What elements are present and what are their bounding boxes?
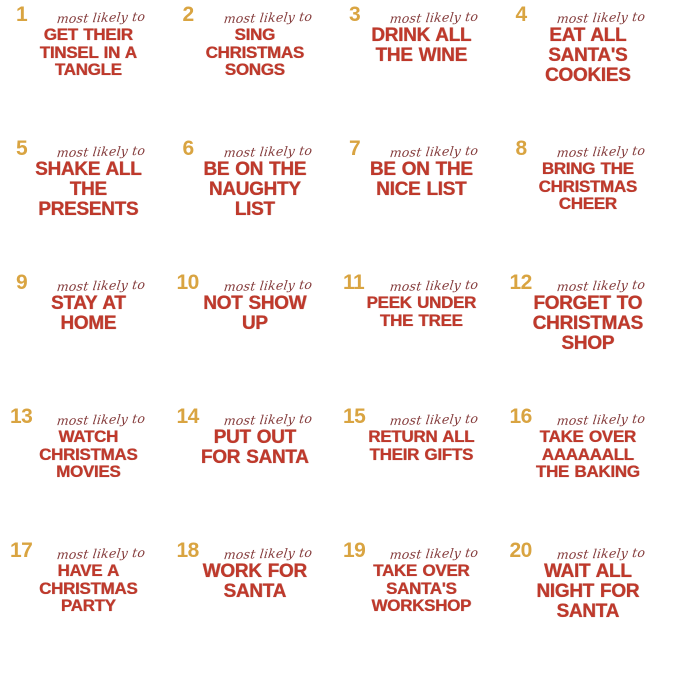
phrase-line: THE TREE (379, 310, 463, 330)
phrase-line: CHRISTMAS (39, 444, 138, 464)
phrase-line: LIST (234, 198, 275, 220)
phrase-line: PEEK UNDER (366, 293, 476, 312)
phrase-line: MOVIES (56, 462, 121, 482)
phrase-line: FORGET TO (533, 293, 643, 314)
phrase-text (531, 294, 645, 353)
phrase-card (173, 272, 338, 406)
phrase-line: UP (241, 312, 268, 334)
phrase-line: BRING THE (541, 159, 634, 178)
phrase-card (6, 540, 171, 674)
phrase-number: 19 (343, 539, 366, 562)
phrase-number: 10 (176, 271, 199, 294)
phrase-line: WATCH (58, 427, 119, 446)
phrase-line: THE BAKING (535, 462, 640, 482)
phrase-card (173, 406, 338, 540)
phrase-card (6, 272, 171, 406)
phrase-line: THE (69, 178, 107, 200)
script-label: most likely to (222, 8, 313, 27)
phrase-line: FOR SANTA (200, 446, 309, 468)
phrase-card (6, 406, 171, 540)
script-label: most likely to (389, 8, 480, 27)
phrase-text (369, 26, 473, 66)
phrase-text (543, 26, 633, 85)
script-label: most likely to (222, 142, 313, 161)
phrase-text (534, 428, 642, 481)
phrase-number: 12 (509, 271, 532, 294)
phrase-card (339, 4, 504, 138)
phrase-line: PRESENTS (38, 198, 139, 220)
phrase-text (201, 294, 308, 334)
phrase-number: 13 (10, 405, 33, 428)
phrase-line: WORK FOR (202, 561, 307, 582)
phrase-text (38, 26, 139, 79)
phrase-text (369, 562, 473, 615)
script-label: most likely to (222, 544, 313, 563)
phrase-card (339, 272, 504, 406)
phrase-line: DRINK ALL (371, 25, 472, 46)
phrase-card (506, 138, 671, 272)
phrase-line: WORKSHOP (371, 596, 472, 616)
phrase-line: TINSEL IN A (39, 42, 137, 62)
phrase-number: 9 (16, 271, 28, 294)
phrase-card (339, 138, 504, 272)
phrase-text (199, 428, 311, 468)
phrase-line: SANTA (223, 580, 287, 602)
script-label: most likely to (56, 276, 147, 295)
phrase-number: 1 (16, 3, 28, 26)
phrase-text (534, 562, 641, 621)
phrase-line: AAAAAALL (541, 444, 634, 464)
script-label: most likely to (56, 410, 147, 429)
phrase-text (201, 160, 308, 219)
phrase-line: HOME (60, 312, 117, 334)
phrase-text (37, 428, 139, 481)
phrase-line: NIGHT FOR (536, 580, 640, 602)
phrase-number: 2 (182, 3, 194, 26)
phrase-number: 16 (509, 405, 532, 428)
phrase-line: NICE LIST (376, 178, 467, 200)
phrase-text (49, 294, 128, 334)
phrase-line: PUT OUT (213, 427, 296, 448)
script-label: most likely to (222, 276, 313, 295)
script-label: most likely to (389, 544, 480, 563)
phrase-card (339, 406, 504, 540)
phrase-text (368, 160, 475, 200)
phrase-line: NOT SHOW (203, 293, 307, 314)
phrase-number: 6 (182, 137, 194, 160)
phrase-number: 14 (176, 405, 199, 428)
phrase-line: WAIT ALL (543, 561, 632, 582)
phrase-card (506, 4, 671, 138)
phrase-line: NAUGHTY (208, 178, 301, 200)
phrase-line: TAKE OVER (539, 427, 636, 446)
phrase-text (537, 160, 639, 213)
phrase-number: 20 (509, 539, 532, 562)
phrase-text (204, 26, 306, 79)
script-label: most likely to (555, 544, 646, 563)
phrase-line: COOKIES (544, 64, 631, 86)
script-label: most likely to (389, 142, 480, 161)
phrase-line: HAVE A (57, 561, 120, 580)
script-label: most likely to (555, 8, 646, 27)
phrase-card (506, 406, 671, 540)
phrase-text (201, 562, 309, 602)
phrase-line: THEIR GIFTS (369, 444, 473, 464)
script-label: most likely to (56, 544, 147, 563)
phrase-card (173, 540, 338, 674)
phrase-line: TANGLE (54, 60, 122, 80)
phrase-number: 18 (176, 539, 199, 562)
phrase-number: 7 (349, 137, 361, 160)
phrase-card (506, 272, 671, 406)
phrase-line: GET THEIR (43, 25, 133, 44)
phrase-line: BE ON THE (203, 159, 307, 180)
phrase-number: 4 (515, 3, 527, 26)
phrase-line: CHRISTMAS (205, 42, 304, 62)
phrase-card (339, 540, 504, 674)
phrase-line: STAY AT (50, 293, 126, 314)
phrase-number: 5 (16, 137, 28, 160)
phrase-line: CHRISTMAS (538, 176, 637, 196)
phrase-line: SHAKE ALL (35, 159, 142, 180)
phrase-line: THE WINE (375, 44, 467, 66)
phrase-number: 15 (343, 405, 366, 428)
phrase-card (506, 540, 671, 674)
phrase-text (33, 160, 143, 219)
script-label: most likely to (389, 410, 480, 429)
script-label: most likely to (555, 276, 646, 295)
phrase-line: PARTY (60, 596, 116, 616)
script-label: most likely to (56, 8, 147, 27)
phrase-line: SANTA'S (548, 44, 628, 66)
script-label: most likely to (222, 410, 313, 429)
phrase-card (173, 4, 338, 138)
phrase-line: EAT ALL (549, 25, 627, 46)
phrase-line: CHEER (558, 194, 617, 214)
phrase-line: SANTA'S (385, 578, 457, 598)
script-label: most likely to (389, 276, 480, 295)
phrase-card (6, 4, 171, 138)
script-label: most likely to (56, 142, 147, 161)
phrase-text (366, 428, 476, 463)
phrase-line: BE ON THE (369, 159, 473, 180)
phrase-line: RETURN ALL (368, 427, 475, 446)
phrase-line: CHRISTMAS (39, 578, 138, 598)
phrase-card (6, 138, 171, 272)
phrase-line: CHRISTMAS (532, 312, 643, 334)
phrase-line: SHOP (561, 332, 615, 354)
phrase-line: SONGS (224, 60, 285, 80)
phrase-number: 8 (515, 137, 527, 160)
phrase-card (173, 138, 338, 272)
phrase-text (37, 562, 139, 615)
phrase-text (365, 294, 478, 329)
phrase-number: 3 (349, 3, 361, 26)
script-label: most likely to (555, 410, 646, 429)
phrase-line: TAKE OVER (373, 561, 470, 580)
phrase-number: 17 (10, 539, 33, 562)
script-label: most likely to (555, 142, 646, 161)
phrase-number: 11 (343, 271, 365, 294)
phrase-line: SANTA (556, 600, 620, 622)
phrase-line: SING (234, 25, 275, 44)
